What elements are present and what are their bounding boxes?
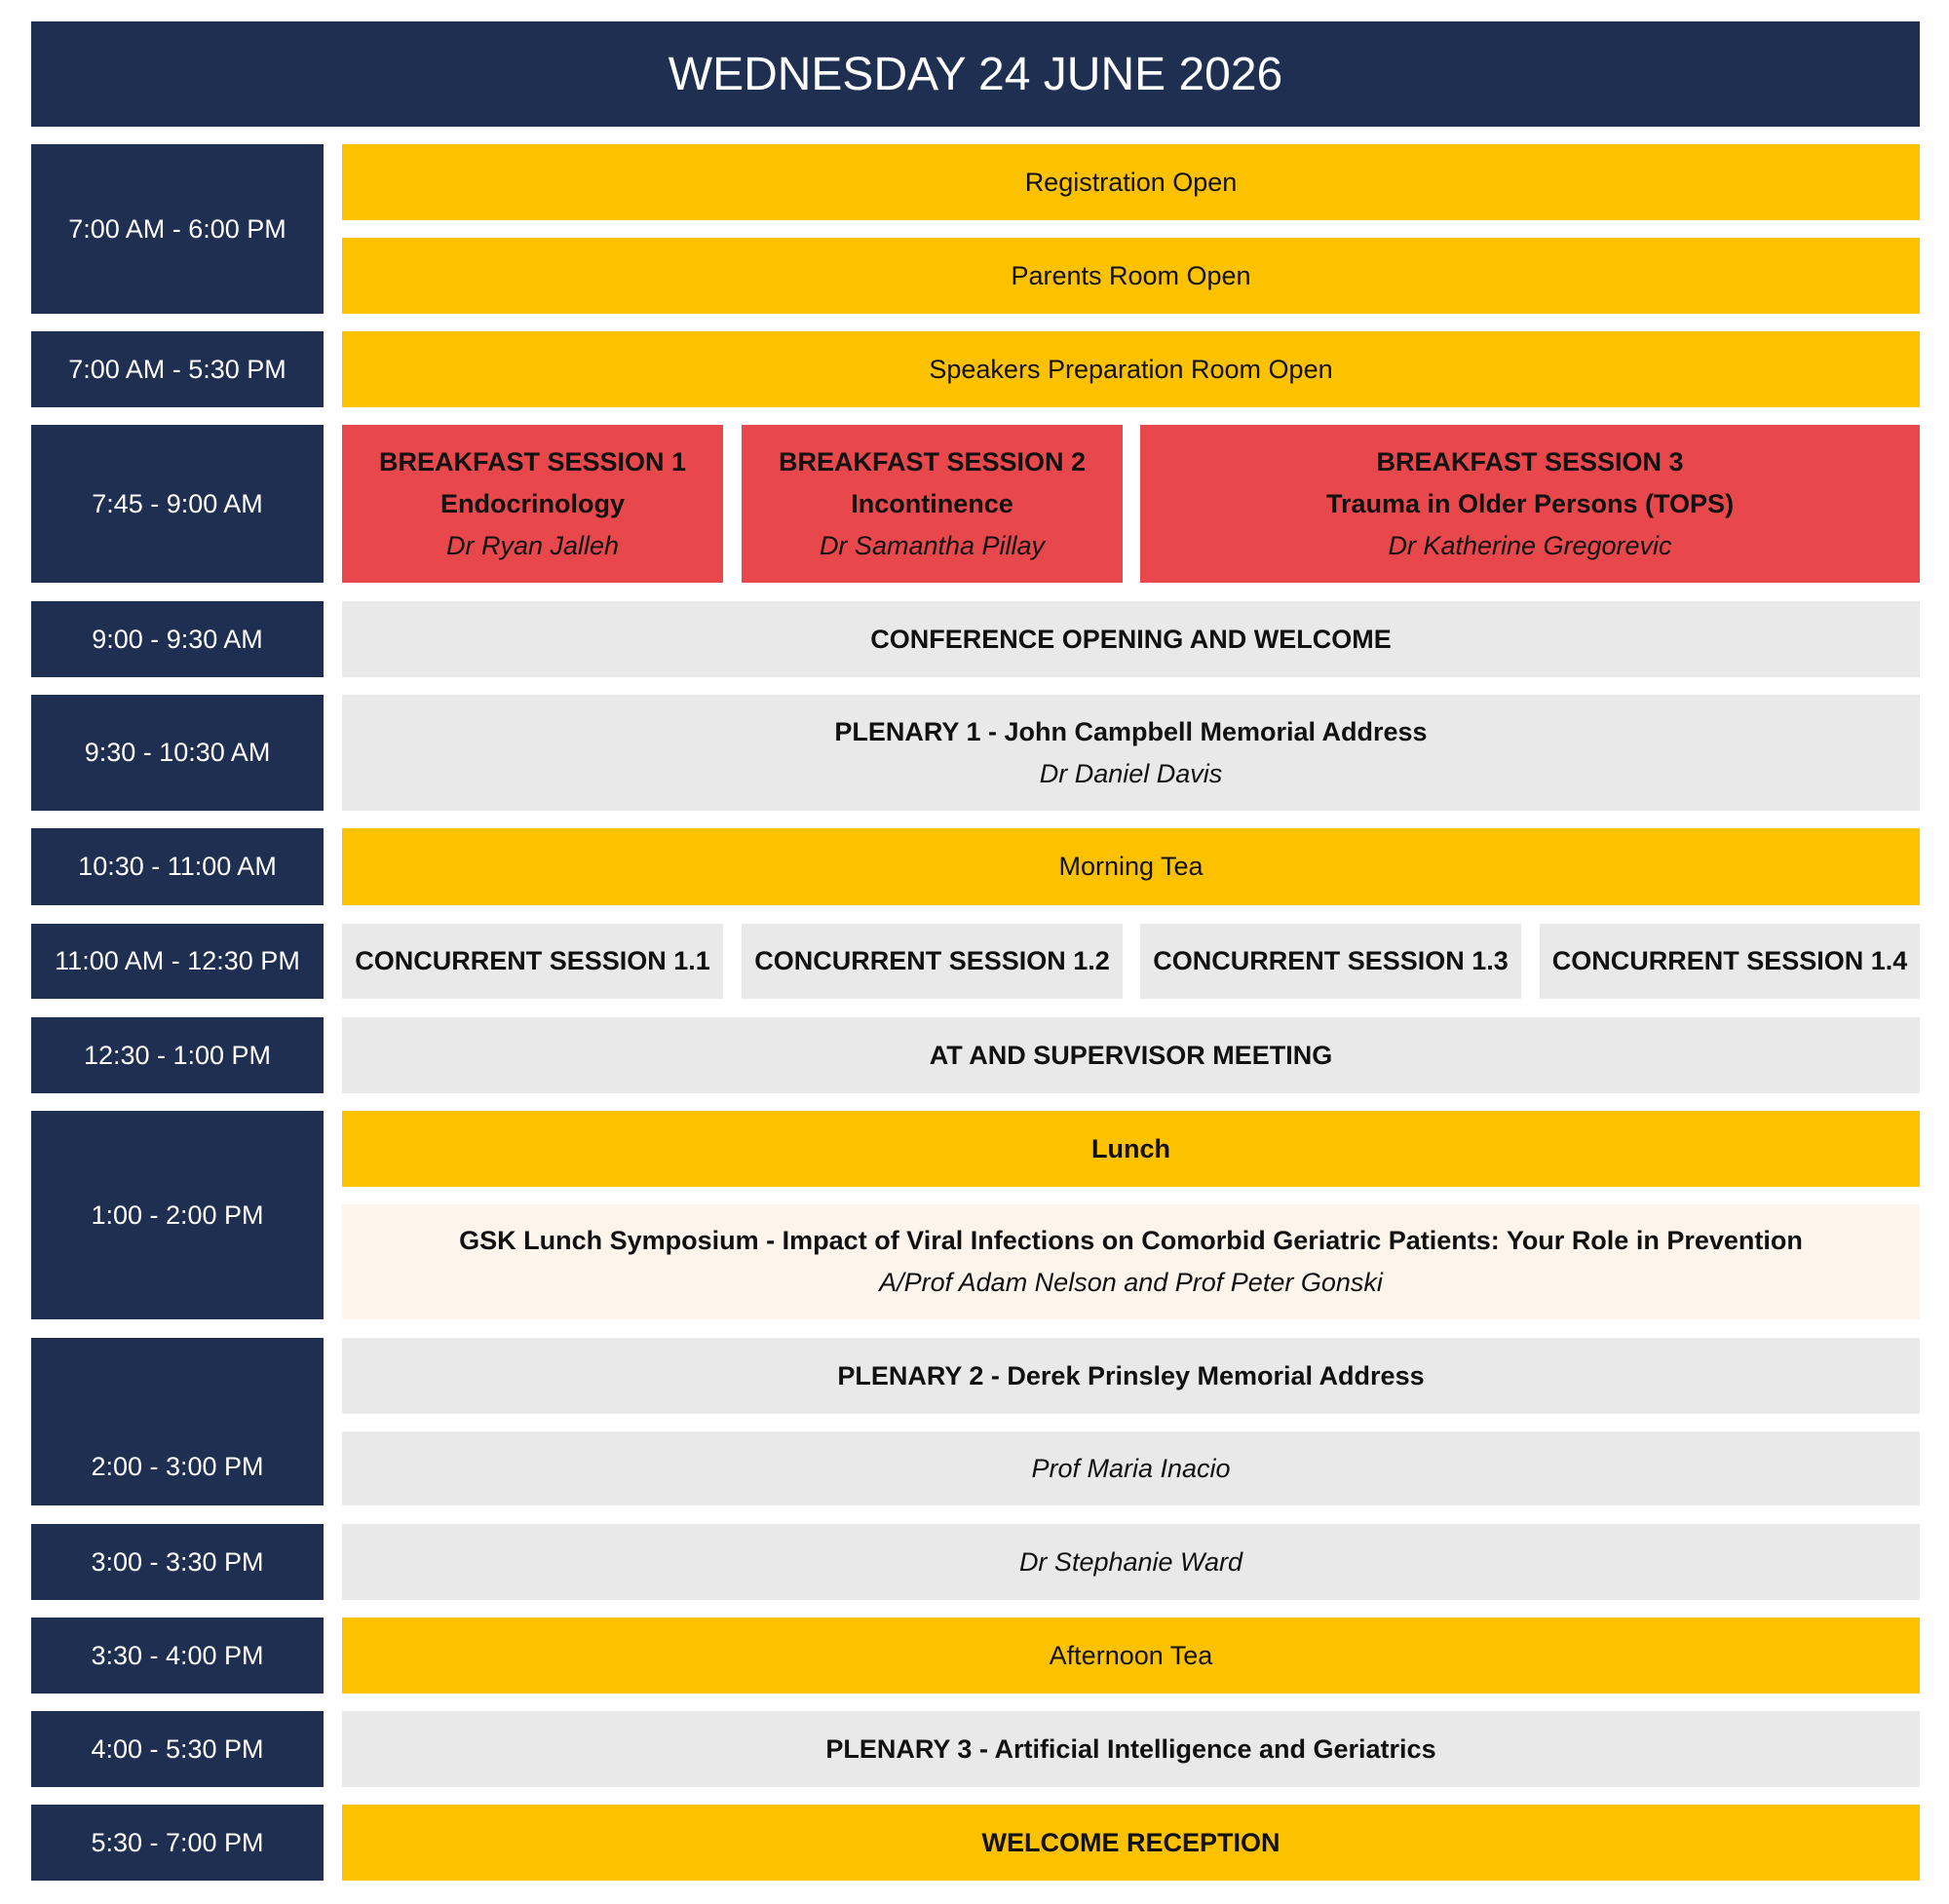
time-label: 11:00 AM - 12:30 PM (55, 946, 300, 975)
concurrent-session-1-3 (1140, 924, 1521, 999)
conference-opening-session (342, 601, 1920, 677)
page-title-text: WEDNESDAY 24 JUNE 2026 (668, 48, 1283, 100)
session-title: CONCURRENT SESSION 1.3 (1153, 946, 1509, 975)
time-slot (31, 144, 324, 314)
parents-room-session (342, 238, 1920, 314)
time-slot (31, 1111, 324, 1319)
session-speaker: Dr Ryan Jalleh (445, 530, 620, 560)
session-title: CONFERENCE OPENING AND WELCOME (870, 624, 1392, 654)
breakfast-session-1 (342, 425, 723, 583)
time-slot (31, 1805, 324, 1881)
plenary-3-session (342, 1711, 1920, 1787)
time-label: 12:30 - 1:00 PM (83, 1040, 272, 1070)
session-title: PLENARY 3 - Artificial Intelligence and Geriatrics (825, 1733, 1436, 1764)
session-title: Parents Room Open (1011, 260, 1251, 290)
time-label: 3:00 - 3:30 PM (91, 1546, 264, 1577)
time-label: 9:30 - 10:30 AM (84, 738, 271, 767)
plenary-1-session (342, 695, 1920, 811)
time-slot (31, 425, 324, 583)
session-speaker: Dr Daniel Davis (1039, 758, 1223, 788)
time-label: 2:00 - 3:00 PM (91, 1452, 264, 1481)
session-title: Registration Open (1024, 167, 1238, 197)
concurrent-session-1-2 (742, 924, 1123, 999)
session-title: GSK Lunch Symposium - Impact of Viral Infections on Comorbid Geriatric Patients: Your Role in Prevention (459, 1226, 1803, 1255)
session-title: Lunch (1091, 1133, 1170, 1163)
time-label: 3:30 - 4:00 PM (91, 1640, 264, 1670)
time-label: 7:45 - 9:00 AM (92, 488, 263, 518)
session-speaker: Dr Katherine Gregorevic (1388, 530, 1672, 560)
concurrent-session-1-4 (1540, 924, 1920, 999)
time-slot (31, 828, 324, 905)
time-label: 1:00 - 2:00 PM (91, 1200, 264, 1230)
time-slot (31, 331, 324, 407)
session-topic: Endocrinology (440, 488, 625, 518)
time-slot (31, 1711, 324, 1787)
time-label: 4:00 - 5:30 PM (91, 1733, 264, 1764)
time-slot (31, 924, 324, 999)
time-slot (31, 1618, 324, 1694)
time-slot (31, 1524, 324, 1600)
time-slot (31, 695, 324, 811)
time-label: 7:00 AM - 6:00 PM (68, 213, 287, 244)
time-slot (31, 601, 324, 677)
session-title: Afternoon Tea (1049, 1640, 1213, 1670)
time-label: 10:30 - 11:00 AM (78, 852, 277, 881)
session-speaker: Prof Maria Inacio (1031, 1453, 1231, 1483)
concurrent-session-1-1 (342, 924, 723, 999)
page-title (31, 21, 1920, 127)
session-topic: Incontinence (851, 488, 1013, 518)
session-speaker: Dr Stephanie Ward (1018, 1546, 1243, 1577)
session-title: BREAKFAST SESSION 2 (778, 446, 1087, 476)
time-slot (31, 1017, 324, 1093)
session-title: CONCURRENT SESSION 1.4 (1551, 946, 1908, 975)
time-slot (31, 1338, 324, 1505)
welcome-reception-session (342, 1805, 1920, 1881)
gsk-lunch-symposium-session (342, 1204, 1920, 1319)
plenary-2-speaker-2 (342, 1524, 1920, 1600)
time-label: 7:00 AM - 5:30 PM (68, 354, 287, 384)
time-label: 5:30 - 7:00 PM (91, 1827, 264, 1857)
session-speaker: Dr Samantha Pillay (819, 530, 1046, 560)
breakfast-session-2 (742, 425, 1123, 583)
session-title: Speakers Preparation Room Open (929, 354, 1333, 384)
at-supervisor-meeting-session (342, 1017, 1920, 1093)
morning-tea-session (342, 828, 1920, 905)
lunch-session (342, 1111, 1920, 1187)
session-title: BREAKFAST SESSION 3 (1376, 446, 1684, 476)
session-title: WELCOME RECEPTION (981, 1827, 1280, 1857)
speakers-room-session (342, 331, 1920, 407)
registration-session (342, 144, 1920, 220)
session-title: CONCURRENT SESSION 1.2 (754, 946, 1110, 975)
plenary-2-session (342, 1338, 1920, 1414)
afternoon-tea-session (342, 1618, 1920, 1694)
session-title: CONCURRENT SESSION 1.1 (355, 946, 710, 975)
plenary-2-speaker-1 (342, 1431, 1920, 1505)
session-title: AT AND SUPERVISOR MEETING (929, 1040, 1333, 1070)
breakfast-session-3 (1140, 425, 1920, 583)
time-label: 9:00 - 9:30 AM (92, 624, 263, 654)
session-topic: Trauma in Older Persons (TOPS) (1325, 488, 1735, 518)
session-title: PLENARY 1 - John Campbell Memorial Address (834, 716, 1428, 746)
session-title: Morning Tea (1058, 852, 1204, 881)
session-title: BREAKFAST SESSION 1 (378, 446, 687, 476)
session-speaker: A/Prof Adam Nelson and Prof Peter Gonski (879, 1268, 1383, 1297)
session-title: PLENARY 2 - Derek Prinsley Memorial Address (837, 1360, 1425, 1390)
